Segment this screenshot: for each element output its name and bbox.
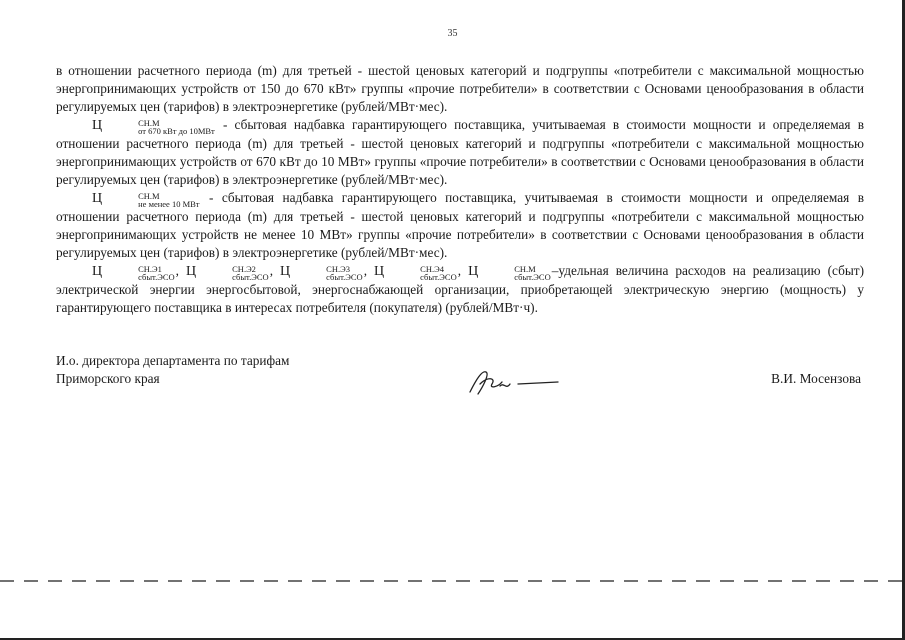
paragraph-4-text: –удельная величина расходов на реализацию (сбыт) электрической энергии энергосбытовой, энергоснабжающей организации, приобретающей электрическую энергию (мощность) у гарантирующего поставщика в интересах потребителя (покупателя) (рублей/МВт·ч). — [56, 263, 865, 315]
paragraph-3 — [56, 189, 864, 262]
formula-superscript: СН.Э1 — [138, 264, 162, 274]
paragraph-4 — [56, 262, 864, 317]
formula-indices — [384, 265, 457, 281]
formula-symbol: Ц — [186, 264, 197, 279]
formula-item-5 — [468, 263, 552, 282]
formula-indices — [102, 119, 215, 135]
paragraph-2-text: - сбытовая надбавка гарантирующего поставщика, учитываемая в стоимости мощности и определяемая в отношении расчетного периода (m) для третьей - шестой ценовых категорий и подгруппы «потребители с максимальной мощностью энергопринимающих устройств от 670 кВт до 10 МВт» группы «прочие потребители» в соответствии с Основами ценообразования в области регулируемых цен (тарифов) в электроэнергетике (рублей/МВт·мес). — [56, 117, 864, 187]
formula-symbol: Ц — [92, 264, 103, 279]
dashed-divider — [0, 580, 905, 582]
formula-item-4 — [374, 263, 469, 282]
paragraph-3-text: - сбытовая надбавка гарантирующего поставщика, учитываемая в стоимости мощности и определяемая в отношении расчетного периода (m) для третьей - шестой ценовых категорий и подгруппы «потребители с максимальной мощностью энергопринимающих устройств не менее 10 МВт» группы «прочие потребители» в соответствии с Основами ценообразования в области регулируемых цен (тарифов) в электроэнергетике (рублей/МВт·мес). — [56, 190, 864, 260]
formula-separator: , — [269, 263, 281, 278]
formula-symbol: Ц — [280, 264, 291, 279]
formula-superscript: СН.Э2 — [232, 264, 256, 274]
formula-separator: , — [175, 263, 187, 278]
signatory-position-line-1: И.о. директора департамента по тарифам — [56, 353, 290, 368]
document-body — [56, 62, 864, 317]
formula-superscript: СН.Э3 — [326, 264, 350, 274]
signatory-name: В.И. Мосензова — [771, 371, 861, 386]
formula-item-2 — [186, 263, 281, 282]
formula-subscript: сбыт.ЭСО — [138, 272, 175, 282]
formula-subscript: сбыт.ЭСО — [326, 272, 363, 282]
paragraph-1: в отношении расчетного периода (m) для третьей - шестой ценовых категорий и подгруппы «потребители с максимальной мощностью энергопринимающих устройств от 150 до 670 кВт» группы «прочие потребители» в соответствии с Основами ценообразования в области регулируемых цен (тарифов) в электроэнергетике (рублей/МВт·мес). — [56, 63, 864, 114]
formula-subscript: от 670 кВт до 10МВт — [138, 126, 215, 136]
formula-item-3 — [280, 263, 375, 282]
formula-symbol: Ц — [92, 191, 103, 206]
formula-indices — [196, 265, 269, 281]
formula-superscript: СН.М — [514, 264, 536, 274]
formula-item-1 — [92, 263, 187, 282]
formula-subscript: сбыт.ЭСО — [420, 272, 457, 282]
formula-symbol: Ц — [468, 264, 479, 279]
formula-subscript: сбыт.ЭСО — [514, 272, 551, 282]
paragraph-2 — [56, 116, 864, 189]
formula-symbol: Ц — [374, 264, 385, 279]
formula-separator: , — [457, 263, 469, 278]
signatory-position-line-2: Приморского края — [56, 371, 160, 386]
formula-subscript: сбыт.ЭСО — [232, 272, 269, 282]
formula-indices — [290, 265, 363, 281]
formula-indices — [102, 265, 175, 281]
formula-separator: , — [363, 263, 375, 278]
formula-superscript: СН.Э4 — [420, 264, 444, 274]
formula-superscript: СН.М — [138, 118, 160, 128]
formula-indices — [478, 265, 551, 281]
signatory-position — [56, 352, 289, 388]
formula-superscript: СН.М — [138, 191, 160, 201]
formula-subscript: не менее 10 МВт — [138, 199, 200, 209]
handwritten-signature — [462, 362, 562, 402]
formula-group — [92, 263, 552, 282]
formula-symbol: Ц — [92, 118, 103, 133]
formula-indices — [102, 192, 199, 208]
page-number: 35 — [447, 28, 458, 39]
